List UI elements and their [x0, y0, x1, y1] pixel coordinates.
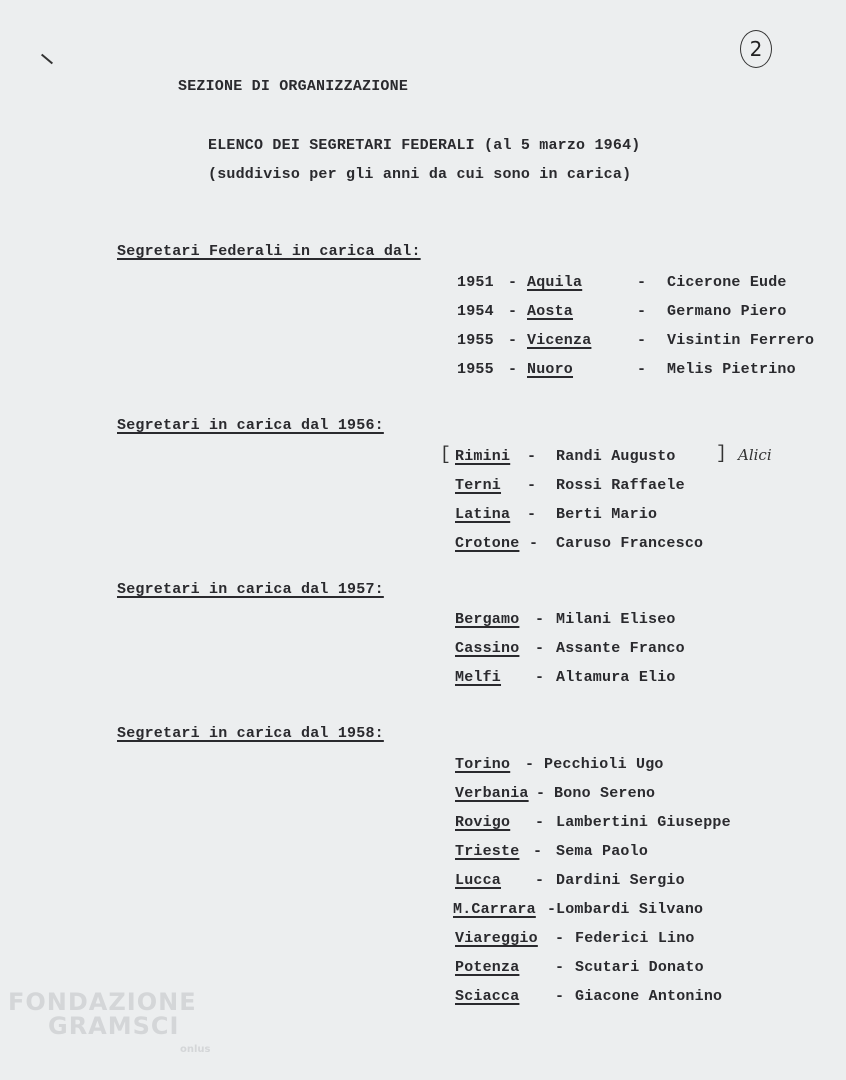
entry-name: Visintin Ferrero: [667, 332, 815, 349]
entry-name: Milani Eliseo: [556, 611, 676, 628]
entry-name: Bono Sereno: [554, 785, 656, 802]
entry-year: 1954: [457, 303, 494, 320]
dash: -: [555, 988, 565, 1005]
dash: -: [535, 640, 545, 657]
dash: -: [637, 361, 647, 378]
entry-name: Giacone Antonino: [575, 988, 723, 1005]
entry-city: Cassino: [455, 640, 520, 657]
watermark-line: GRAMSCI: [48, 1012, 180, 1040]
dash: -: [547, 901, 557, 918]
dash: -: [637, 274, 647, 291]
dash: -: [536, 785, 546, 802]
entry-name: Berti Mario: [556, 506, 658, 523]
entry-city: Vicenza: [527, 332, 592, 349]
entry-city: Potenza: [455, 959, 520, 976]
entry-city: Bergamo: [455, 611, 520, 628]
dash: -: [555, 930, 565, 947]
entry-city: Viareggio: [455, 930, 538, 947]
entry-city: Latina: [455, 506, 511, 523]
handwritten-note: Alici: [738, 446, 772, 464]
group-heading: Segretari Federali in carica dal:: [117, 243, 421, 260]
dash: -: [508, 332, 518, 349]
watermark-line: onlus: [180, 1044, 211, 1055]
entry-year: 1955: [457, 361, 494, 378]
entry-name: Assante Franco: [556, 640, 685, 657]
entry-name: Federici Lino: [575, 930, 695, 947]
entry-city: Melfi: [455, 669, 502, 686]
entry-name: Caruso Francesco: [556, 535, 704, 552]
dash: -: [508, 303, 518, 320]
entry-name: Lambertini Giuseppe: [556, 814, 731, 831]
watermark-line: FONDAZIONE: [8, 988, 197, 1016]
handwritten-bracket-close: ]: [716, 444, 727, 464]
entry-name: Germano Piero: [667, 303, 787, 320]
dash: -: [527, 448, 537, 465]
section-title: SEZIONE DI ORGANIZZAZIONE: [178, 78, 409, 95]
dash: -: [527, 477, 537, 494]
entry-name: Melis Pietrino: [667, 361, 796, 378]
group-heading: Segretari in carica dal 1956:: [117, 417, 384, 434]
entry-city: Trieste: [455, 843, 520, 860]
entry-city: Sciacca: [455, 988, 520, 1005]
entry-name: Cicerone Eude: [667, 274, 787, 291]
dash: -: [527, 506, 537, 523]
dash: -: [535, 814, 545, 831]
dash: -: [508, 274, 518, 291]
dash: -: [508, 361, 518, 378]
entry-name: Dardini Sergio: [556, 872, 685, 889]
entry-city: Verbania: [455, 785, 529, 802]
dash: -: [533, 843, 543, 860]
group-heading: Segretari in carica dal 1958:: [117, 725, 384, 742]
entry-year: 1951: [457, 274, 494, 291]
entry-name: Altamura Elio: [556, 669, 676, 686]
document-subtitle: (suddiviso per gli anni da cui sono in carica): [208, 166, 632, 183]
entry-city: Aosta: [527, 303, 574, 320]
entry-city: Nuoro: [527, 361, 574, 378]
ink-mark: [41, 54, 53, 65]
entry-city: Lucca: [455, 872, 502, 889]
entry-city: Torino: [455, 756, 511, 773]
entry-year: 1955: [457, 332, 494, 349]
entry-name: Pecchioli Ugo: [544, 756, 664, 773]
entry-city: Rovigo: [455, 814, 511, 831]
dash: -: [637, 303, 647, 320]
entry-name: Scutari Donato: [575, 959, 704, 976]
dash: -: [555, 959, 565, 976]
entry-city: Aquila: [527, 274, 583, 291]
entry-city: Crotone: [455, 535, 520, 552]
page-number: 2: [740, 30, 772, 68]
entry-city: M.Carrara: [453, 901, 536, 918]
entry-city: Terni: [455, 477, 502, 494]
entry-city: Rimini: [455, 448, 511, 465]
handwritten-bracket-open: [: [440, 445, 451, 465]
entry-name: Sema Paolo: [556, 843, 649, 860]
entry-name: Randi Augusto: [556, 448, 676, 465]
entry-name: Lombardi Silvano: [556, 901, 704, 918]
dash: -: [535, 872, 545, 889]
watermark-logo: [8, 988, 211, 1055]
dash: -: [637, 332, 647, 349]
dash: -: [535, 611, 545, 628]
group-heading: Segretari in carica dal 1957:: [117, 581, 384, 598]
dash: -: [525, 756, 535, 773]
entry-name: Rossi Raffaele: [556, 477, 685, 494]
dash: -: [535, 669, 545, 686]
dash: -: [529, 535, 539, 552]
document-title: ELENCO DEI SEGRETARI FEDERALI (al 5 marzo 1964): [208, 137, 641, 154]
